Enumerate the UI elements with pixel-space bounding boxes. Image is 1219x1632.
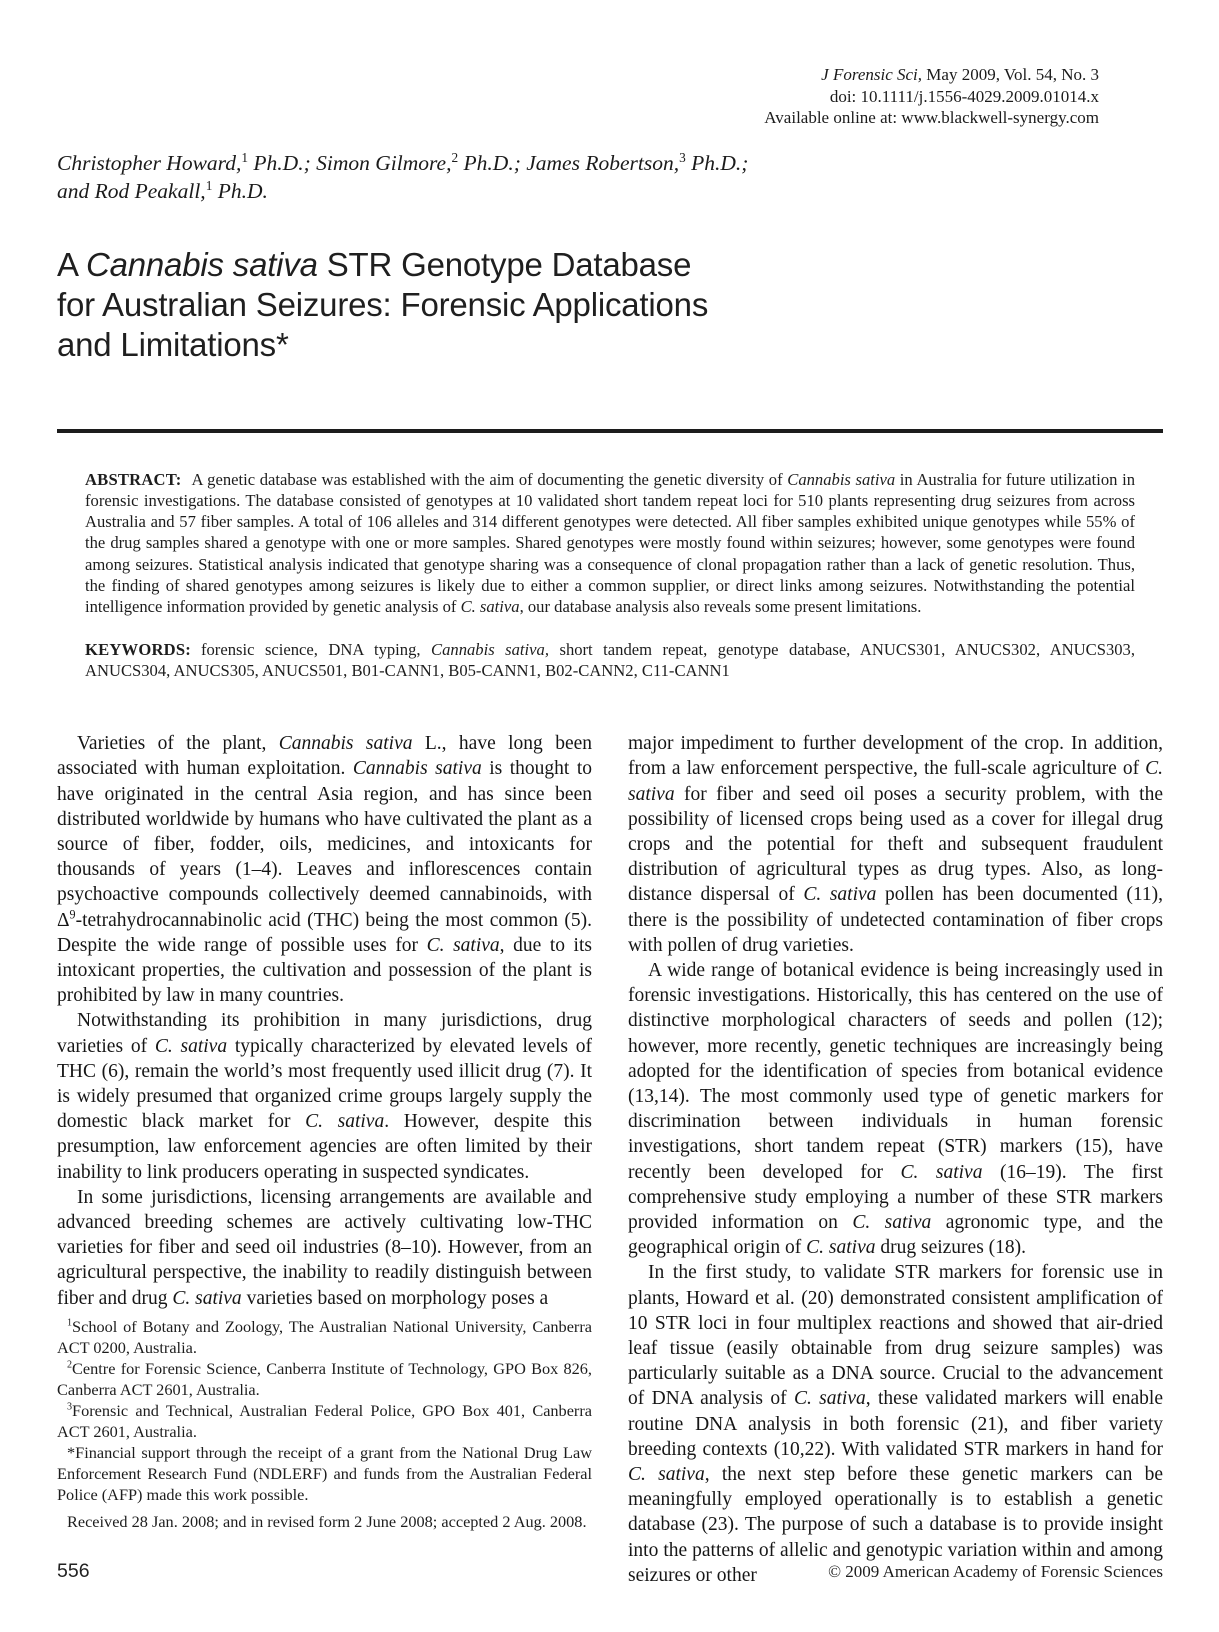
author-byline-line-2: and Rod Peakall,$^1$ Ph.D. [57, 177, 268, 203]
article-title-line-1: A Cannabis sativa STR Genotype Database [57, 245, 692, 283]
paragraph-intro: Varieties of the plant, Cannabis sativa L., have long been associated with human exploitation. Cannabis sativa is thought to have originated in the central Asia region, and has since been distributed worldwide by humans who have cultivated the plant as a source of fiber, fodder, oils, medicines, and intoxicants for thousands of years (1–4). Leaves and inflorescences contain psychoactive compounds collectively deemed cannabinoids, with $\Delta^9$-tetrahydrocannabinolic acid (THC) being the most common (5). Despite the wide range of possible uses for C. sativa, due to its intoxicant properties, the cultivation and possession of the plant is prohibited by law in many countries. [57, 733, 593, 1007]
abstract-label: ABSTRACT: [85, 469, 182, 489]
paragraph-prohibition: Notwithstanding its prohibition in many jurisdictions, drug varieties of C. sativa typically characterized by elevated levels of THC (6), remain the world’s most frequently used illicit drug (7). It is widely presumed that organized crime groups largely supply the domestic black market for C. sativa. However, despite this presumption, law enforcement agencies are often limited by their inability to link producers operating in suspected syndicates. [57, 1010, 593, 1183]
footnote-funding: *Financial support through the receipt of a grant from the National Drug Law Enforcement Research Fund (NDLERF) and funds from the Australian Federal Police (AFP) made this work possible. [57, 1442, 592, 1504]
right-column-text [628, 731, 1163, 1588]
right-column [628, 731, 1163, 1588]
keywords-label: KEYWORDS: [85, 639, 191, 659]
abstract-section [85, 469, 1135, 618]
paragraph-botanical-evidence: A wide range of botanical evidence is being increasingly used in forensic investigations. Historically, this has centered on the use of distinctive morphological characters of seeds and pollen (12); however, more recently, genetic techniques are increasingly being adopted for the identification of species from botanical evidence (13,14). The most commonly used type of genetic markers for discrimination between individuals in human forensic investigations, short tandem repeat (STR) markers (15), have recently been developed for C. sativa (16–19). The first comprehensive study employing a number of these STR markers provided information on C. sativa agronomic type, and the geographical origin of C. sativa drug seizures (18). [628, 960, 1163, 1259]
left-column [57, 731, 592, 1588]
author-byline-line-1: Christopher Howard,$^1$ Ph.D.; Simon Gilmore,$^2$ Ph.D.; James Robertson,$^3$ Ph.D.; [57, 149, 749, 175]
footnotes-block [57, 1316, 592, 1532]
page-content [57, 0, 1163, 1588]
journal-citation: J Forensic Sci, May 2009, Vol. 54, No. 3 [821, 65, 1099, 84]
journal-availability-url: Available online at: www.blackwell-synergy.com [764, 108, 1099, 127]
paragraph-licensing: In some jurisdictions, licensing arrangements are available and advanced breeding schemes are actively cultivating low-THC varieties for fiber and seed oil industries (8–10). However, from an agricultural perspective, the inability to readily distinguish between fiber and drug C. sativa varieties based on morphology poses a [57, 1186, 592, 1309]
paragraph-impediment: major impediment to further development of the crop. In addition, from a law enforcement perspective, the full-scale agriculture of C. sativa for fiber and seed oil poses a security problem, with the possibility of licensed crops being used as a cover for illegal drug crops and the potential for theft and subsequent fraudulent distribution of agricultural types as drug types. Also, as long-distance dispersal of C. sativa pollen has been documented (11), there is the possibility of undetected contamination of fiber crops with pollen of drug varieties. [628, 733, 1164, 956]
paragraph-first-study: In the first study, to validate STR markers for forensic use in plants, Howard et al. (20) demonstrated consistent amplification of 10 STR loci in four multiplex reactions and showed that air-dried leaf tissue (easily obtainable from drug seizure samples) was particularly suitable as a DNA source. Crucial to the advancement of DNA analysis of C. sativa, these validated markers will enable routine DNA analysis in both forensic (21), and fiber variety breeding contexts (10,22). With validated STR markers in hand for C. sativa, the next step before these genetic markers can be meaningfully employed operationally is to establish a genetic database (23). The purpose of such a database is to provide insight into the patterns of allelic and genotypic variation within and among seizures or other [628, 1262, 1164, 1586]
footnote-received: Received 28 Jan. 2008; and in revised form 2 June 2008; accepted 2 Aug. 2008. [67, 1511, 587, 1531]
footnote-affiliation-1: $^1$School of Botany and Zoology, The Australian National University, Canberra ACT 0200, Australia. [57, 1316, 592, 1357]
keywords-section [85, 639, 1135, 682]
abstract-text: A genetic database was established with the aim of documenting the genetic diversity of Cannabis sativa in Australia for future utilization in forensic investigations. The database consisted of genotypes at 10 validated short tandem repeat loci for 510 plants representing drug seizures from across Australia and 57 fiber samples. A total of 106 alleles and 314 different genotypes were detected. All fiber samples exhibited unique genotypes while 55% of the drug samples shared a genotype with one or more samples. Shared genotypes were mostly found within seizures; however, some genotypes were found among seizures. Statistical analysis indicated that genotype sharing was a consequence of clonal propagation rather than a lack of genetic resolution. Thus, the finding of shared genotypes among seizures is likely due to either a common supplier, or direct links among seizures. Notwithstanding the potential intelligence information provided by genetic analysis of C. sativa, our database analysis also reveals some present limitations. [85, 469, 1135, 617]
author-byline [57, 149, 1163, 205]
article-title-line-3: and Limitations* [57, 325, 289, 363]
journal-header [57, 64, 1163, 129]
copyright-notice: © 2009 American Academy of Forensic Sciences [828, 1562, 1163, 1581]
article-title [57, 245, 1163, 365]
page-footer [57, 1560, 1163, 1583]
footnote-affiliation-3: $^3$Forensic and Technical, Australian Federal Police, GPO Box 401, Canberra ACT 2601, Australia. [57, 1400, 592, 1441]
keywords-text: forensic science, DNA typing, Cannabis sativa, short tandem repeat, genotype database, ANUCS301, ANUCS302, ANUCS303, ANUCS304, ANUCS305, ANUCS501, B01-CANN1, B05-CANN1, B02-CANN2, C11-CANN1 [85, 639, 1135, 680]
page-number: 556 [57, 1560, 90, 1582]
journal-doi: doi: 10.1111/j.1556-4029.2009.01014.x [829, 86, 1099, 106]
title-divider-rule [57, 429, 1163, 433]
left-column-text [57, 731, 592, 1311]
two-column-body [57, 731, 1163, 1588]
article-title-line-2: for Australian Seizures: Forensic Applications [57, 285, 709, 323]
footnote-affiliation-2: $^2$Centre for Forensic Science, Canberra Institute of Technology, GPO Box 826, Canberra ACT 2601, Australia. [57, 1358, 592, 1399]
